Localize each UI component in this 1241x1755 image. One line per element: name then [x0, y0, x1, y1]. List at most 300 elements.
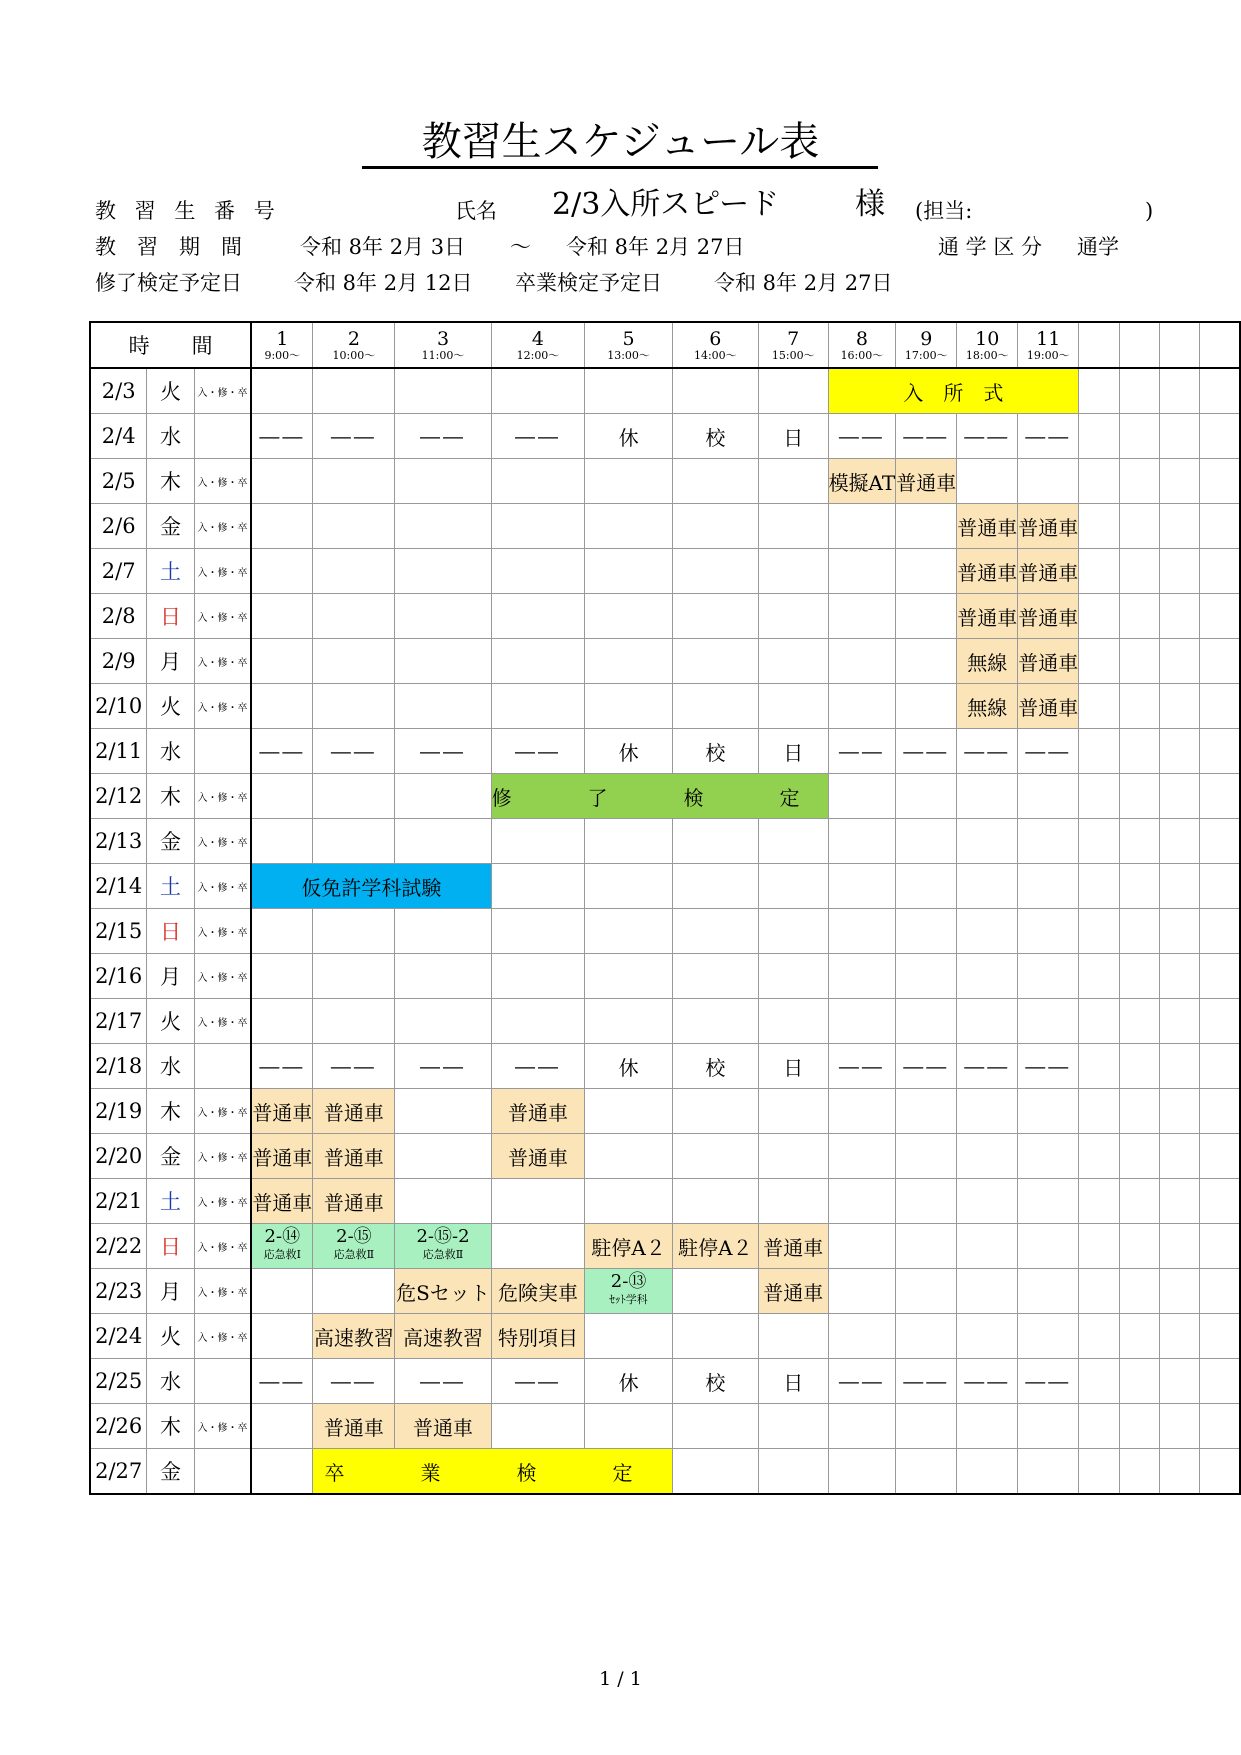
empty-cell — [1159, 414, 1199, 459]
period-6: 6 14:00～ — [672, 322, 758, 368]
empty-cell — [1159, 684, 1199, 729]
row-mark: 入・修・卒 — [194, 819, 251, 864]
empty-cell — [1119, 1224, 1159, 1269]
lesson-cell: 2-⑭ 応急救Ⅰ — [251, 1224, 313, 1269]
row-weekday: 日 — [147, 1224, 194, 1269]
empty-cell — [1079, 639, 1119, 684]
empty-cell — [1200, 954, 1240, 999]
lesson-cell: ―― — [1018, 414, 1079, 459]
row-date: 2/9 — [90, 639, 147, 684]
lesson-cell: 高速教習 — [313, 1314, 395, 1359]
lesson-cell: ―― — [957, 1044, 1018, 1089]
period-5: 5 13:00～ — [585, 322, 672, 368]
empty-cell — [1159, 774, 1199, 819]
empty-cell — [1079, 368, 1119, 414]
empty-cell — [828, 1404, 896, 1449]
empty-cell — [1119, 1449, 1159, 1495]
honorific: 様 — [855, 187, 885, 222]
lesson-cell: 日 — [758, 414, 828, 459]
empty-cell — [1200, 1359, 1240, 1404]
header-row — [90, 322, 1240, 368]
empty-cell — [1159, 909, 1199, 954]
lesson-cell: 普通車 — [758, 1269, 828, 1314]
empty-cell — [1159, 729, 1199, 774]
event-cell: 入 所 式 — [828, 368, 1079, 414]
lesson-cell: 駐停A２ — [672, 1224, 758, 1269]
schedule-row — [90, 1179, 1240, 1224]
empty-cell — [1200, 504, 1240, 549]
empty-cell — [1159, 954, 1199, 999]
lesson-cell: 普通車 — [251, 1179, 313, 1224]
empty-cell — [313, 368, 395, 414]
row-date: 2/6 — [90, 504, 147, 549]
empty-cell — [672, 999, 758, 1044]
empty-cell — [828, 1449, 896, 1495]
empty-cell — [1159, 819, 1199, 864]
row-mark: 入・修・卒 — [194, 594, 251, 639]
lesson-cell: ―― — [251, 414, 313, 459]
empty-cell — [1079, 549, 1119, 594]
empty-cell — [1159, 999, 1199, 1044]
empty-cell — [672, 1314, 758, 1359]
empty-cell — [1079, 1449, 1119, 1495]
empty-cell — [1119, 1089, 1159, 1134]
empty-cell — [251, 549, 313, 594]
row-date: 2/12 — [90, 774, 147, 819]
empty-cell — [1079, 414, 1119, 459]
empty-cell — [251, 819, 313, 864]
empty-cell — [251, 909, 313, 954]
period-4: 4 12:00～ — [491, 322, 585, 368]
empty-cell — [896, 909, 957, 954]
lesson-cell: 休 — [585, 729, 672, 774]
empty-cell — [1200, 1404, 1240, 1449]
empty-cell — [1200, 1449, 1240, 1495]
empty-cell — [1018, 819, 1079, 864]
lesson-cell: 普通車 — [1018, 639, 1079, 684]
empty-cell — [395, 1179, 491, 1224]
row-mark — [194, 1044, 251, 1089]
empty-cell — [1119, 729, 1159, 774]
empty-cell — [1200, 909, 1240, 954]
row-date: 2/14 — [90, 864, 147, 909]
empty-cell — [251, 1269, 313, 1314]
lesson-cell: 普通車 — [957, 549, 1018, 594]
row-weekday: 火 — [147, 999, 194, 1044]
lesson-cell: ―― — [491, 1044, 585, 1089]
lesson-cell: ―― — [491, 1359, 585, 1404]
empty-cell — [896, 954, 957, 999]
row-mark: 入・修・卒 — [194, 1134, 251, 1179]
empty-cell — [672, 1134, 758, 1179]
row-weekday: 月 — [147, 1269, 194, 1314]
lesson-cell: ―― — [957, 729, 1018, 774]
lesson-cell: 危険実車 — [491, 1269, 585, 1314]
row-date: 2/20 — [90, 1134, 147, 1179]
empty-cell — [1159, 1314, 1199, 1359]
empty-cell — [1079, 1134, 1119, 1179]
empty-cell — [1200, 1314, 1240, 1359]
empty-cell — [395, 1089, 491, 1134]
lesson-cell: 校 — [672, 1044, 758, 1089]
schedule-row — [90, 1089, 1240, 1134]
empty-cell — [491, 1224, 585, 1269]
row-weekday: 土 — [147, 549, 194, 594]
schedule-table — [89, 321, 1241, 1495]
period-2: 2 10:00～ — [313, 322, 395, 368]
empty-cell — [957, 909, 1018, 954]
empty-cell — [1079, 1044, 1119, 1089]
name-label: 氏名 — [455, 199, 497, 223]
empty-cell — [1018, 1269, 1079, 1314]
empty-cell — [758, 549, 828, 594]
lesson-cell: ―― — [395, 1359, 491, 1404]
empty-cell — [1159, 368, 1199, 414]
empty-cell — [672, 954, 758, 999]
empty-cell — [1079, 1314, 1119, 1359]
empty-cell — [1018, 954, 1079, 999]
row-mark — [194, 1449, 251, 1495]
empty-cell — [672, 549, 758, 594]
empty-cell — [672, 594, 758, 639]
empty-cell — [1159, 1269, 1199, 1314]
empty-cell — [828, 864, 896, 909]
empty-cell — [1200, 684, 1240, 729]
empty-cell — [828, 639, 896, 684]
row-weekday: 木 — [147, 459, 194, 504]
empty-cell — [585, 504, 672, 549]
empty-cell — [251, 368, 313, 414]
empty-cell — [1200, 549, 1240, 594]
lesson-cell: 休 — [585, 1359, 672, 1404]
schedule-row — [90, 1044, 1240, 1089]
empty-cell — [313, 819, 395, 864]
period-tilde: ～ — [510, 235, 531, 259]
student-no-label: 教 習 生 番 号 — [95, 199, 281, 223]
row-weekday: 木 — [147, 1089, 194, 1134]
lesson-cell: 日 — [758, 729, 828, 774]
empty-cell — [758, 1314, 828, 1359]
row-date: 2/15 — [90, 909, 147, 954]
empty-cell — [585, 1179, 672, 1224]
empty-cell — [957, 954, 1018, 999]
empty-cell — [491, 1404, 585, 1449]
empty-cell — [1079, 1359, 1119, 1404]
empty-cell — [896, 684, 957, 729]
empty-cell — [1159, 1044, 1199, 1089]
empty-cell — [896, 594, 957, 639]
empty-cell — [251, 774, 313, 819]
row-mark: 入・修・卒 — [194, 1089, 251, 1134]
empty-cell — [313, 504, 395, 549]
lesson-cell: ―― — [395, 729, 491, 774]
empty-cell — [672, 368, 758, 414]
empty-cell — [1079, 729, 1119, 774]
row-mark — [194, 729, 251, 774]
schedule-row — [90, 954, 1240, 999]
period-label: 教 習 期 間 — [95, 235, 242, 259]
schedule-row — [90, 909, 1240, 954]
lesson-cell: 普通車 — [251, 1134, 313, 1179]
empty-cell — [828, 954, 896, 999]
page-title: 教習生スケジュール表 — [421, 119, 820, 165]
row-date: 2/25 — [90, 1359, 147, 1404]
lesson-cell: ―― — [313, 729, 395, 774]
row-mark — [194, 1359, 251, 1404]
row-mark: 入・修・卒 — [194, 999, 251, 1044]
lesson-cell: ―― — [957, 1359, 1018, 1404]
empty-cell — [672, 1404, 758, 1449]
empty-cell — [672, 864, 758, 909]
row-weekday: 水 — [147, 1044, 194, 1089]
empty-cell — [585, 819, 672, 864]
lesson-cell: ―― — [1018, 729, 1079, 774]
empty-cell — [1018, 1449, 1079, 1495]
lesson-cell: ―― — [251, 1359, 313, 1404]
period-1: 1 9:00～ — [251, 322, 313, 368]
title-underline — [362, 166, 878, 169]
empty-cell — [758, 909, 828, 954]
empty-cell — [491, 909, 585, 954]
row-date: 2/18 — [90, 1044, 147, 1089]
empty-cell — [1079, 909, 1119, 954]
empty-cell — [313, 1269, 395, 1314]
empty-cell — [585, 1404, 672, 1449]
schedule-row — [90, 1134, 1240, 1179]
lesson-cell: 普通車 — [1018, 594, 1079, 639]
row-weekday: 火 — [147, 1314, 194, 1359]
schedule-row — [90, 594, 1240, 639]
empty-cell — [491, 504, 585, 549]
lesson-cell: ―― — [828, 1359, 896, 1404]
schedule-row — [90, 504, 1240, 549]
row-weekday: 日 — [147, 594, 194, 639]
event-cell: 仮免許学科試験 — [251, 864, 491, 909]
empty-cell — [1079, 819, 1119, 864]
extra-col — [1079, 322, 1119, 368]
row-weekday: 月 — [147, 639, 194, 684]
empty-cell — [395, 549, 491, 594]
row-weekday: 土 — [147, 864, 194, 909]
row-date: 2/8 — [90, 594, 147, 639]
empty-cell — [896, 864, 957, 909]
empty-cell — [1119, 999, 1159, 1044]
empty-cell — [1159, 459, 1199, 504]
lesson-cell: 普通車 — [1018, 684, 1079, 729]
empty-cell — [1159, 1359, 1199, 1404]
empty-cell — [1159, 504, 1199, 549]
commute-value: 通学 — [1077, 235, 1119, 259]
lesson-cell: 無線 — [957, 684, 1018, 729]
empty-cell — [395, 954, 491, 999]
empty-cell — [491, 999, 585, 1044]
empty-cell — [957, 819, 1018, 864]
empty-cell — [395, 1134, 491, 1179]
lesson-cell: 模擬AT — [828, 459, 896, 504]
empty-cell — [758, 819, 828, 864]
empty-cell — [585, 864, 672, 909]
empty-cell — [1200, 819, 1240, 864]
lesson-cell: ―― — [313, 1044, 395, 1089]
empty-cell — [395, 909, 491, 954]
empty-cell — [585, 549, 672, 594]
empty-cell — [1119, 1404, 1159, 1449]
period-11: 11 19:00～ — [1018, 322, 1079, 368]
empty-cell — [896, 1404, 957, 1449]
empty-cell — [395, 368, 491, 414]
empty-cell — [828, 774, 896, 819]
empty-cell — [957, 864, 1018, 909]
empty-cell — [1079, 1269, 1119, 1314]
empty-cell — [828, 594, 896, 639]
empty-cell — [957, 1134, 1018, 1179]
empty-cell — [896, 504, 957, 549]
row-date: 2/23 — [90, 1269, 147, 1314]
empty-cell — [1200, 729, 1240, 774]
lesson-cell: 2-⑮ 応急救Ⅱ — [313, 1224, 395, 1269]
empty-cell — [251, 954, 313, 999]
row-weekday: 金 — [147, 1134, 194, 1179]
lesson-cell: 普通車 — [395, 1404, 491, 1449]
empty-cell — [395, 774, 491, 819]
empty-cell — [1200, 1224, 1240, 1269]
row-date: 2/10 — [90, 684, 147, 729]
row-date: 2/4 — [90, 414, 147, 459]
empty-cell — [1200, 1269, 1240, 1314]
empty-cell — [1200, 368, 1240, 414]
schedule-row — [90, 1404, 1240, 1449]
empty-cell — [395, 504, 491, 549]
row-date: 2/16 — [90, 954, 147, 999]
event-cell: 修 了 検 定 — [491, 774, 828, 819]
empty-cell — [1119, 504, 1159, 549]
schedule-row — [90, 639, 1240, 684]
empty-cell — [395, 684, 491, 729]
empty-cell — [1079, 459, 1119, 504]
empty-cell — [1200, 639, 1240, 684]
row-weekday: 金 — [147, 819, 194, 864]
row-mark: 入・修・卒 — [194, 864, 251, 909]
empty-cell — [1200, 864, 1240, 909]
empty-cell — [1119, 774, 1159, 819]
row-date: 2/17 — [90, 999, 147, 1044]
lesson-cell: 校 — [672, 1359, 758, 1404]
empty-cell — [896, 819, 957, 864]
empty-cell — [395, 639, 491, 684]
empty-cell — [957, 1179, 1018, 1224]
empty-cell — [828, 1179, 896, 1224]
schedule-row — [90, 684, 1240, 729]
row-date: 2/5 — [90, 459, 147, 504]
empty-cell — [1018, 1179, 1079, 1224]
empty-cell — [1119, 684, 1159, 729]
empty-cell — [896, 774, 957, 819]
lesson-cell: ―― — [251, 1044, 313, 1089]
empty-cell — [1119, 1314, 1159, 1359]
empty-cell — [1119, 1359, 1159, 1404]
empty-cell — [1018, 774, 1079, 819]
empty-cell — [672, 1089, 758, 1134]
empty-cell — [251, 684, 313, 729]
row-mark: 入・修・卒 — [194, 774, 251, 819]
row-weekday: 火 — [147, 368, 194, 414]
lesson-cell: ―― — [1018, 1044, 1079, 1089]
empty-cell — [1200, 999, 1240, 1044]
empty-cell — [1018, 1314, 1079, 1359]
row-mark: 入・修・卒 — [194, 1179, 251, 1224]
empty-cell — [758, 684, 828, 729]
lesson-cell: ―― — [313, 414, 395, 459]
empty-cell — [1119, 1134, 1159, 1179]
empty-cell — [251, 639, 313, 684]
empty-cell — [1119, 549, 1159, 594]
lesson-cell: ―― — [957, 414, 1018, 459]
extra-col — [1119, 322, 1159, 368]
lesson-cell: 普通車 — [1018, 504, 1079, 549]
row-mark: 入・修・卒 — [194, 504, 251, 549]
period-8: 8 16:00～ — [828, 322, 896, 368]
empty-cell — [1159, 1134, 1199, 1179]
empty-cell — [1159, 594, 1199, 639]
empty-cell — [758, 999, 828, 1044]
empty-cell — [957, 774, 1018, 819]
empty-cell — [828, 909, 896, 954]
lesson-cell: 普通車 — [313, 1404, 395, 1449]
period-10: 10 18:00～ — [957, 322, 1018, 368]
event-cell: 卒 業 検 定 — [313, 1449, 672, 1495]
empty-cell — [758, 594, 828, 639]
row-mark: 入・修・卒 — [194, 684, 251, 729]
empty-cell — [957, 1224, 1018, 1269]
empty-cell — [1079, 594, 1119, 639]
empty-cell — [585, 639, 672, 684]
empty-cell — [758, 639, 828, 684]
empty-cell — [491, 819, 585, 864]
empty-cell — [313, 639, 395, 684]
empty-cell — [828, 1314, 896, 1359]
empty-cell — [1079, 1224, 1119, 1269]
empty-cell — [758, 459, 828, 504]
empty-cell — [1159, 639, 1199, 684]
empty-cell — [1200, 414, 1240, 459]
empty-cell — [251, 504, 313, 549]
empty-cell — [313, 549, 395, 594]
row-weekday: 月 — [147, 954, 194, 999]
lesson-cell: 危Sセット — [395, 1269, 491, 1314]
row-weekday: 木 — [147, 774, 194, 819]
row-mark: 入・修・卒 — [194, 1224, 251, 1269]
empty-cell — [1159, 1179, 1199, 1224]
empty-cell — [1200, 1044, 1240, 1089]
lesson-cell: ―― — [491, 729, 585, 774]
row-date: 2/13 — [90, 819, 147, 864]
empty-cell — [758, 1134, 828, 1179]
lesson-cell: 特別項目 — [491, 1314, 585, 1359]
empty-cell — [957, 1269, 1018, 1314]
empty-cell — [313, 954, 395, 999]
empty-cell — [1018, 1134, 1079, 1179]
row-mark: 入・修・卒 — [194, 639, 251, 684]
empty-cell — [491, 368, 585, 414]
row-date: 2/26 — [90, 1404, 147, 1449]
empty-cell — [1119, 368, 1159, 414]
empty-cell — [1079, 954, 1119, 999]
empty-cell — [1200, 1089, 1240, 1134]
empty-cell — [1159, 1449, 1199, 1495]
empty-cell — [957, 999, 1018, 1044]
schedule-row — [90, 368, 1240, 414]
schedule-row — [90, 414, 1240, 459]
